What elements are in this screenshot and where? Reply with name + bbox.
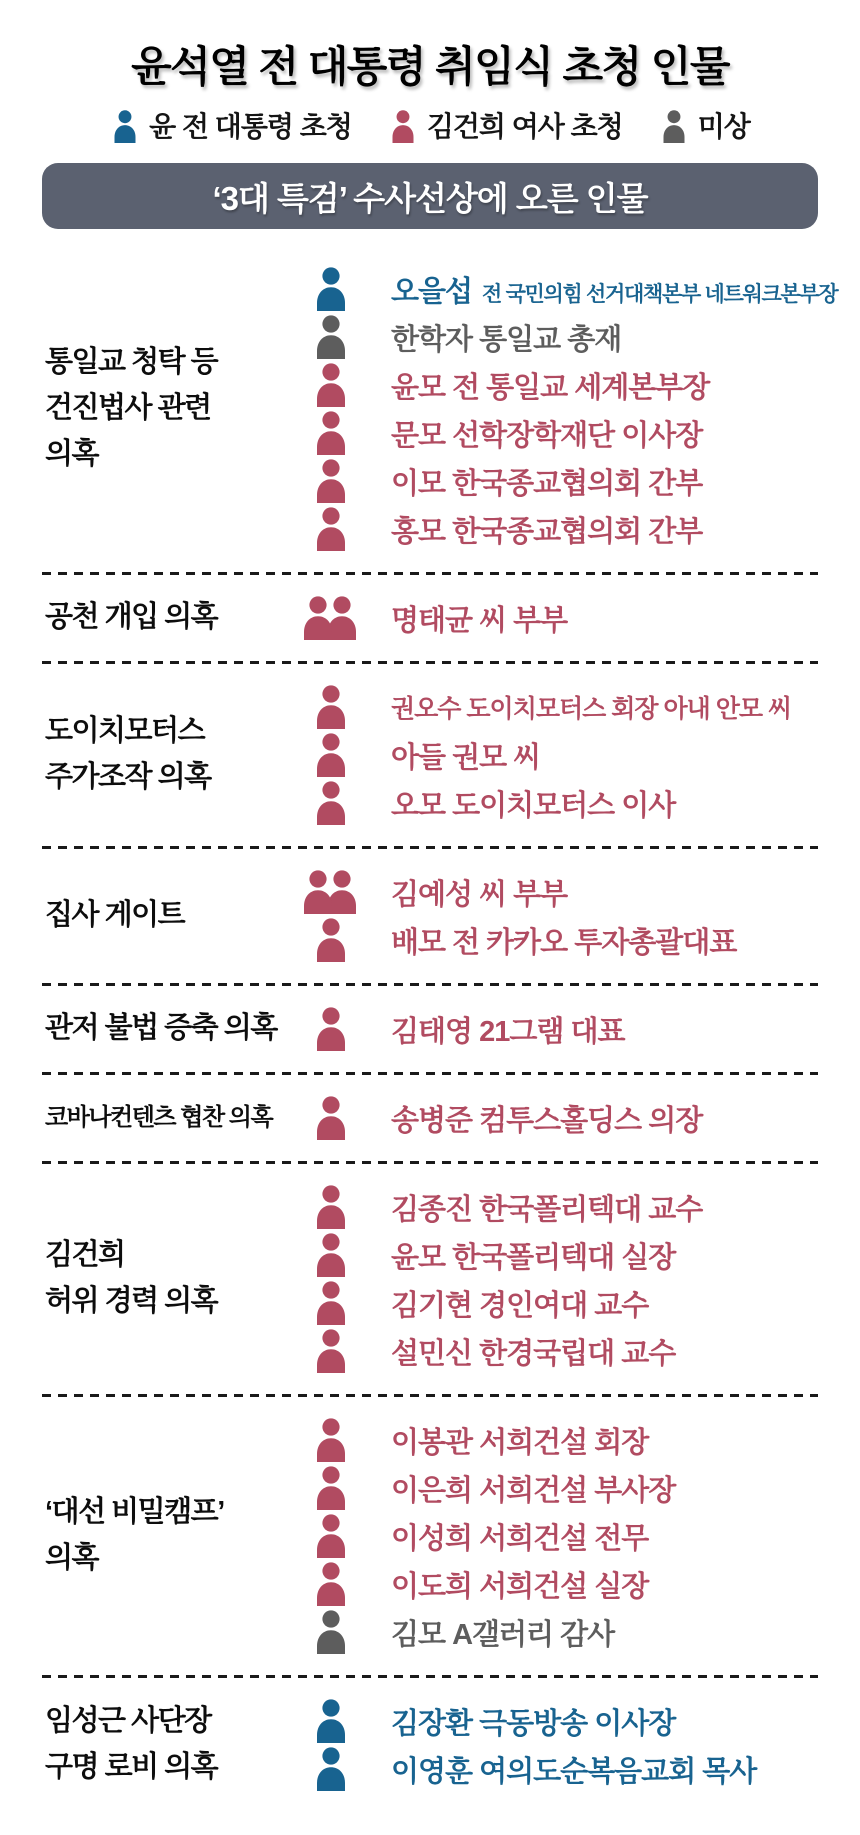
person-icon — [295, 685, 367, 729]
person-row — [295, 779, 860, 827]
person-icon — [295, 1185, 367, 1229]
person-text — [391, 1564, 648, 1605]
person-row — [295, 313, 860, 361]
person-text — [391, 598, 567, 639]
section — [0, 1685, 860, 1805]
person-icon — [295, 411, 367, 455]
person-row — [295, 1745, 860, 1793]
person-name: 오을섭 — [391, 275, 473, 308]
section — [0, 993, 860, 1065]
people-list — [295, 1416, 860, 1656]
person-name: 이영훈 여의도순복음교회 목사 — [391, 1755, 757, 1788]
section-label-line: 관저 불법 증축 의혹 — [45, 1012, 277, 1045]
person-row — [295, 1327, 860, 1375]
person-row — [295, 594, 860, 642]
person-text — [391, 1331, 675, 1372]
dashed-separator — [42, 661, 818, 664]
legend-item-kim — [388, 110, 623, 143]
person-name: 오모 도이치모터스 이사 — [391, 789, 676, 822]
section-label — [45, 340, 295, 477]
person-row — [295, 1608, 860, 1656]
person-text — [391, 1009, 624, 1050]
person-text — [391, 1468, 675, 1509]
person-name: 문모 선학장학재단 이사장 — [391, 419, 703, 452]
people-list — [295, 683, 860, 827]
person-name: 이은희 서희건설 부사장 — [391, 1474, 676, 1507]
person-text — [391, 365, 709, 406]
legend-item-unknown — [659, 110, 750, 143]
legend-person-icon-unknown — [659, 110, 689, 143]
dashed-separator — [42, 572, 818, 575]
section-label-line: 임성근 사단장 — [45, 1705, 211, 1738]
section — [0, 671, 860, 839]
person-row — [295, 409, 860, 457]
person-name: 명태균 씨 부부 — [391, 604, 568, 637]
person-icon — [295, 1610, 367, 1654]
person-name: 윤모 전 통일교 세계본부장 — [391, 371, 710, 404]
person-icon — [295, 1747, 367, 1791]
page-title: 윤석열 전 대통령 취임식 초청 인물 — [131, 43, 729, 90]
section-label-line: 의혹 — [45, 437, 99, 470]
section-banner-text: ‘3대 특검’ 수사선상에 오른 인물 — [212, 179, 648, 217]
legend-label: 윤 전 대통령 초청 — [149, 110, 352, 142]
person-row — [295, 1697, 860, 1745]
dashed-separator — [42, 1161, 818, 1164]
dashed-separator — [42, 1394, 818, 1397]
section-label — [45, 1099, 295, 1137]
person-icon — [295, 1329, 367, 1373]
person-icon — [295, 1281, 367, 1325]
section-label-line: 도이치모터스 — [45, 715, 205, 748]
section-label — [45, 893, 295, 939]
section-label — [45, 1006, 295, 1052]
person-text — [391, 317, 621, 358]
person-name: 송병준 컴투스홀딩스 의장 — [391, 1104, 703, 1137]
legend — [0, 110, 860, 143]
people-list — [295, 1697, 860, 1793]
section — [0, 1171, 860, 1387]
dashed-separator — [42, 1675, 818, 1678]
person-row — [295, 505, 860, 553]
person-icon — [295, 1562, 367, 1606]
person-text — [391, 413, 702, 454]
person-icon — [295, 1514, 367, 1558]
legend-person-icon-kim — [388, 110, 418, 143]
person-icon — [295, 315, 367, 359]
person-row — [295, 265, 860, 313]
person-name: 윤모 한국폴리텍대 실장 — [391, 1241, 676, 1274]
person-text — [391, 689, 791, 725]
person-name: 이성희 서희건설 전무 — [391, 1522, 649, 1555]
section-label-line: 허위 경력 의혹 — [45, 1285, 218, 1317]
person-text — [391, 1701, 675, 1742]
section-label-line: 통일교 청탁 등 — [45, 346, 218, 379]
person-text — [391, 461, 702, 502]
people-list — [295, 1005, 860, 1053]
section-label — [45, 1490, 295, 1582]
section-label-line: 주가조작 의혹 — [45, 761, 211, 793]
section-banner — [42, 163, 818, 229]
section-label-line: 코바나컨텐츠 협찬 의혹 — [45, 1104, 273, 1132]
legend-person-icon-yoon — [110, 110, 140, 143]
person-row — [295, 683, 860, 731]
person-row — [295, 1560, 860, 1608]
person-text — [391, 1612, 614, 1653]
section-label — [45, 709, 295, 801]
person-icon — [295, 1699, 367, 1743]
person-row — [295, 457, 860, 505]
person-text — [391, 269, 837, 310]
people-list — [295, 594, 860, 642]
couple-icon — [295, 870, 367, 914]
person-name: 배모 전 카카오 투자총괄대표 — [391, 926, 737, 959]
person-name: 이도희 서희건설 실장 — [391, 1570, 649, 1603]
person-text — [391, 1749, 756, 1790]
dashed-separator — [42, 1072, 818, 1075]
person-name: 김장환 극동방송 이사장 — [391, 1707, 676, 1740]
section-label — [45, 1699, 295, 1791]
person-name: 김기현 경인여대 교수 — [391, 1289, 649, 1322]
person-row — [295, 1416, 860, 1464]
person-icon — [295, 918, 367, 962]
person-icon — [295, 507, 367, 551]
person-icon — [295, 1466, 367, 1510]
person-icon — [295, 1007, 367, 1051]
people-list — [295, 1094, 860, 1142]
person-text — [391, 872, 567, 913]
section — [0, 856, 860, 976]
person-name: 이모 한국종교협의회 간부 — [391, 467, 703, 500]
person-name: 김예성 씨 부부 — [391, 878, 568, 911]
person-row — [295, 1512, 860, 1560]
legend-label: 미상 — [697, 110, 750, 142]
person-icon — [295, 781, 367, 825]
section — [0, 253, 860, 565]
section-label-line: 공천 개입 의혹 — [45, 601, 218, 634]
person-text — [391, 735, 540, 776]
section-label-line: 의혹 — [45, 1542, 99, 1574]
section-label-line: ‘대선 비밀캠프’ — [45, 1496, 224, 1529]
person-text — [391, 1187, 702, 1228]
person-row — [295, 361, 860, 409]
dashed-separator — [42, 846, 818, 849]
person-row — [295, 1094, 860, 1142]
section-label — [45, 595, 295, 641]
person-icon — [295, 1418, 367, 1462]
person-icon — [295, 363, 367, 407]
person-name: 김종진 한국폴리텍대 교수 — [391, 1193, 703, 1226]
legend-label: 김건희 여사 초청 — [426, 110, 623, 142]
person-name: 이봉관 서희건설 회장 — [391, 1426, 649, 1459]
section-label-line: 김건희 — [45, 1239, 125, 1272]
person-icon — [295, 267, 367, 311]
section-label-line: 구명 로비 의혹 — [45, 1751, 218, 1783]
section-label — [45, 1233, 295, 1325]
person-name: 홍모 한국종교협의회 간부 — [391, 515, 703, 548]
people-list — [295, 265, 860, 553]
people-list — [295, 1183, 860, 1375]
person-row — [295, 1231, 860, 1279]
person-text — [391, 1420, 648, 1461]
section — [0, 1404, 860, 1668]
dashed-separator — [42, 983, 818, 986]
person-name: 한학자 통일교 총재 — [391, 323, 622, 356]
person-row — [295, 1005, 860, 1053]
person-row — [295, 1279, 860, 1327]
section — [0, 1082, 860, 1154]
person-text — [391, 509, 702, 550]
person-text — [391, 1283, 648, 1324]
person-icon — [295, 459, 367, 503]
person-text — [391, 1098, 702, 1139]
section — [0, 582, 860, 654]
person-text — [391, 920, 736, 961]
person-text — [391, 1516, 648, 1557]
sections-list — [0, 253, 860, 1805]
person-row — [295, 916, 860, 964]
person-row — [295, 868, 860, 916]
section-label-line: 집사 게이트 — [45, 899, 185, 932]
person-name: 김태영 21그램 대표 — [391, 1015, 625, 1048]
person-name: 아들 권모 씨 — [391, 741, 541, 774]
person-row — [295, 1464, 860, 1512]
person-row — [295, 1183, 860, 1231]
couple-icon — [295, 596, 367, 640]
legend-item-yoon — [110, 110, 352, 143]
person-icon — [295, 733, 367, 777]
person-name: 설민신 한경국립대 교수 — [391, 1337, 676, 1370]
person-name: 권오수 도이치모터스 회장 아내 안모 씨 — [391, 695, 792, 723]
person-text — [391, 783, 675, 824]
person-icon — [295, 1096, 367, 1140]
person-icon — [295, 1233, 367, 1277]
person-name: 김모 A갤러리 감사 — [391, 1618, 615, 1651]
person-detail: 전 국민의힘 선거대책본부 네트워크본부장 — [482, 282, 838, 306]
people-list — [295, 868, 860, 964]
section-label-line: 건진법사 관련 — [45, 392, 211, 425]
person-text — [391, 1235, 675, 1276]
person-row — [295, 731, 860, 779]
